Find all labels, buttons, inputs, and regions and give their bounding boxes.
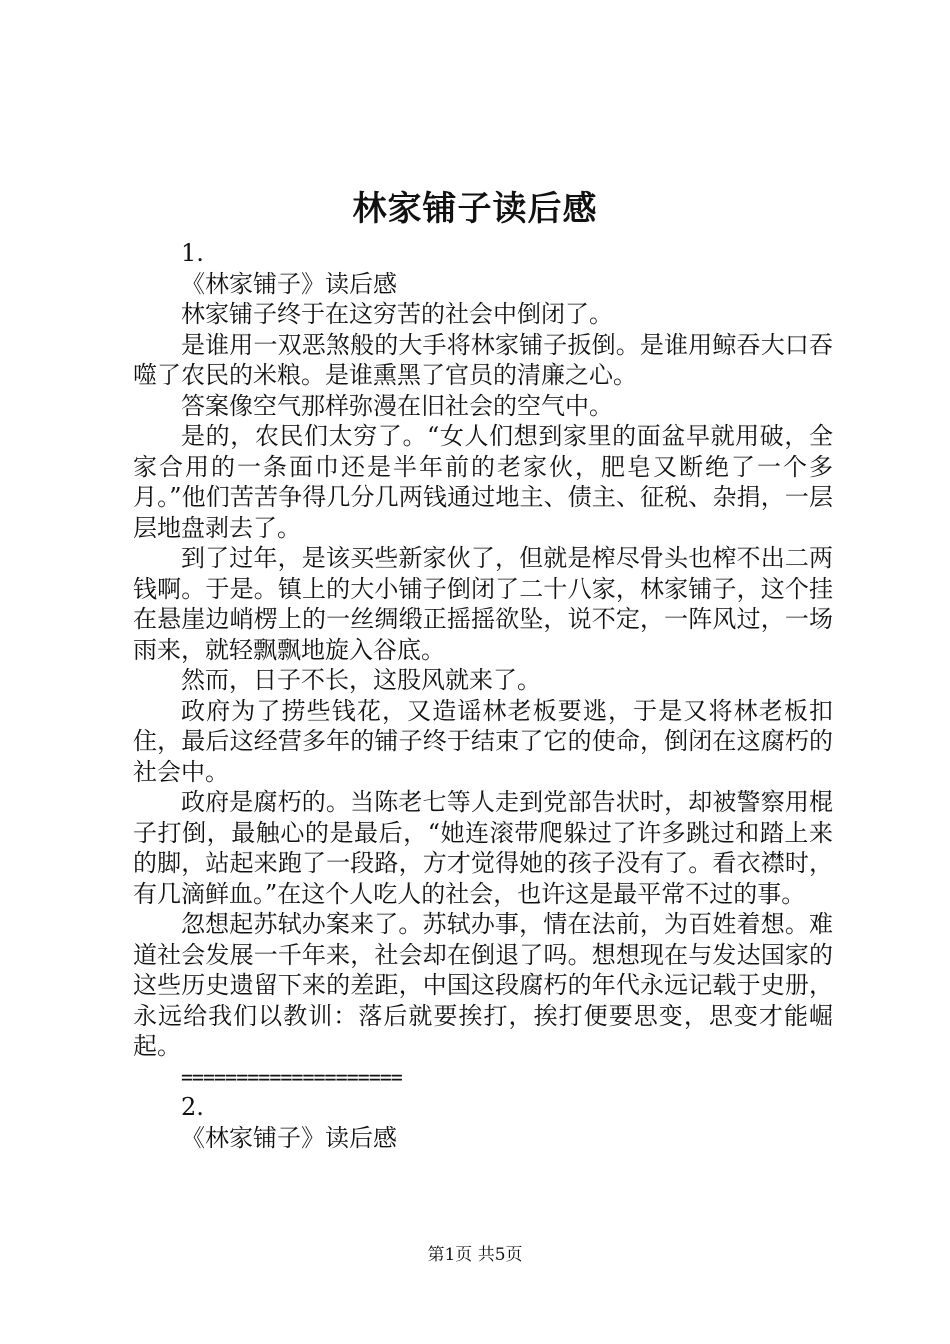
paragraph: 然而，日子不长，这股风就来了。 bbox=[181, 666, 541, 694]
paragraph: 答案像空气那样弥漫在旧社会的空气中。 bbox=[181, 391, 613, 420]
paragraph: 政府是腐朽的。当陈老七等人走到党部告状时，却被警察用棍子打倒，最触心的是最后，“她连滚带爬躲过了许多跳过和踏上来的脚，站起来跑了一段路，方才觉得她的孩子没有了。看衣襟时，有几滴鲜血。”在这个人吃人的社会，也许这是最平常不过的事。 bbox=[133, 788, 833, 908]
section-separator: ==================== bbox=[181, 1064, 402, 1089]
section-number: 1. bbox=[181, 239, 204, 267]
paragraph: 林家铺子终于在这穷苦的社会中倒闭了。 bbox=[181, 300, 613, 328]
paragraph: 是的，农民们太穷了。“女人们想到家里的面盆早就用破，全家合用的一条面巾还是半年前的老家伙，肥皂又断绝了一个多月。”他们苦苦争得几分几两钱通过地主、债主、征税、杂捐，一层层地盘剥去了。 bbox=[133, 422, 833, 542]
paragraph: 忽想起苏轼办案来了。苏轼办事，情在法前，为百姓着想。难道社会发展一千年来，社会却在倒退了吗。想想现在与发达国家的这些历史遗留下来的差距，中国这段腐朽的年代永远记载于史册，永远给我们以教训：落后就要挨打，挨打便要思变，思变才能崛起。 bbox=[133, 910, 833, 1060]
document-title: 林家铺子读后感 bbox=[352, 189, 598, 229]
document-body bbox=[133, 238, 833, 1153]
paragraph: 到了过年，是该买些新家伙了，但就是榨尽骨头也榨不出二两钱啊。于是。镇上的大小铺子倒闭了二十八家，林家铺子，这个挂在悬崖边峭楞上的一丝绸缎正摇摇欲坠，说不定，一阵风过，一场雨来，就轻飘飘地旋入谷底。 bbox=[133, 544, 833, 664]
page-footer: 第1页 共5页 bbox=[427, 1245, 523, 1265]
section-number: 2. bbox=[181, 1093, 204, 1121]
paragraph: 政府为了捞些钱花，又造谣林老板要逃，于是又将林老板扣住，最后这经营多年的铺子终于结束了它的使命，倒闭在这腐朽的社会中。 bbox=[133, 696, 833, 786]
paragraph: 是谁用一双恶煞般的大手将林家铺子扳倒。是谁用鲸吞大口吞噬了农民的米粮。是谁熏黑了官员的清廉之心。 bbox=[133, 330, 833, 389]
section-heading: 《林家铺子》读后感 bbox=[181, 269, 397, 298]
section-heading: 《林家铺子》读后感 bbox=[181, 1123, 397, 1152]
